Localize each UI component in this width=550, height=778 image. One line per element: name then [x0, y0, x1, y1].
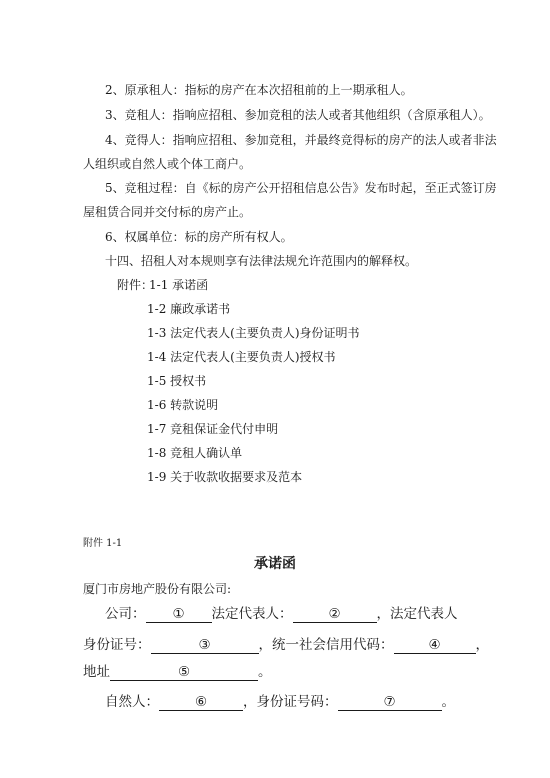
person-id-tail: 。 [441, 694, 455, 710]
form-row-natural-person [105, 694, 455, 711]
attachments-label: 附件： [117, 278, 154, 292]
address-blank: ⑤ [110, 665, 258, 681]
id-number-blank: ③ [151, 638, 259, 654]
rule-line-8: 十四、招租人对本规则享有法律法规允许范围内的解释权。 [105, 254, 418, 268]
rule-line-5: 5、竞租过程：自《标的房产公开招租信息公告》发布时起，至正式签订房 [105, 181, 497, 195]
attachment-item-7: 1-7 竞租保证金代付申明 [147, 422, 279, 436]
form-row-company [105, 606, 458, 623]
form-row-address [83, 664, 272, 681]
attachment-item-3: 1-3 法定代表人(主要负责人)身份证明书 [147, 326, 360, 340]
credit-code-blank: ④ [394, 638, 476, 654]
rule-line-3: 4、竞得人：指响应招租、参加竞租，并最终竞得标的房产的法人或者非法 [105, 133, 497, 147]
natural-person-label: 自然人： [105, 694, 159, 710]
annex-addressee: 厦门市房地产股份有限公司: [83, 582, 232, 596]
id-number-label: 身份证号： [83, 637, 151, 653]
credit-code-tail: ， [475, 637, 489, 653]
attachment-item-4: 1-4 法定代表人(主要负责人)授权书 [147, 350, 336, 364]
rule-line-4: 人组织或自然人或个体工商户。 [83, 157, 252, 171]
address-tail: 。 [258, 664, 272, 680]
person-id-blank: ⑦ [338, 695, 442, 711]
legal-rep-label: 法定代表人： [211, 606, 293, 622]
attachment-item-9: 1-9 关于收款收据要求及范本 [147, 470, 303, 484]
attachment-item-6: 1-6 转款说明 [147, 398, 219, 412]
attachment-item-1: 1-1 承诺函 [149, 278, 209, 292]
rule-line-1: 2、原承租人：指标的房产在本次招租前的上一期承租人。 [105, 83, 413, 97]
natural-person-blank: ⑥ [159, 695, 243, 711]
company-blank: ① [146, 607, 212, 623]
attachment-item-2: 1-2 廉政承诺书 [147, 302, 231, 316]
annex-label: 附件 1-1 [83, 538, 123, 549]
annex-title: 承诺函 [254, 556, 296, 572]
company-label: 公司： [105, 606, 146, 622]
attachment-item-8: 1-8 竞租人确认单 [147, 446, 243, 460]
rule-line-7: 6、权属单位：标的房产所有权人。 [105, 230, 293, 244]
address-label: 地址 [83, 664, 110, 680]
attachment-item-5: 1-5 授权书 [147, 374, 207, 388]
legal-rep-tail: ，法定代表人 [376, 606, 458, 622]
legal-rep-blank: ② [293, 607, 377, 623]
rule-line-6: 屋租赁合同并交付标的房产止。 [83, 205, 252, 219]
credit-code-label: ，统一社会信用代码： [258, 637, 394, 653]
form-row-id [83, 637, 489, 654]
rule-line-2: 3、竞租人：指响应招租、参加竞租的法人或者其他组织（含原承租人）。 [105, 108, 491, 122]
person-id-label: ，身份证号码： [243, 694, 338, 710]
